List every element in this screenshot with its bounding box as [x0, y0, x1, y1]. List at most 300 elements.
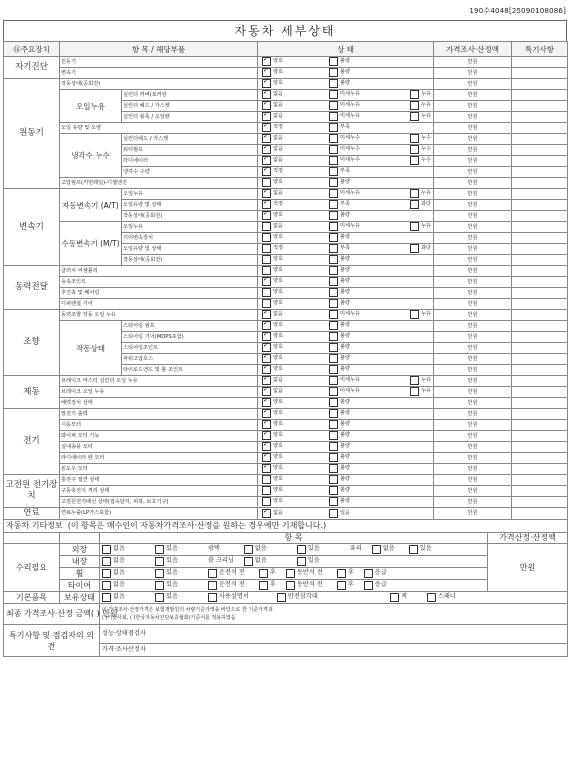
- checkbox[interactable]: [410, 134, 419, 143]
- table-row: [4, 453, 568, 464]
- option-label: 운전석 전: [218, 581, 245, 588]
- checkbox[interactable]: [262, 123, 271, 132]
- option-label: 없음: [273, 135, 284, 141]
- price-cell: 만원: [434, 387, 512, 398]
- checkbox[interactable]: [155, 581, 164, 590]
- checkbox[interactable]: [329, 497, 338, 506]
- note-cell: [512, 123, 568, 134]
- option-label: 미세누유: [340, 91, 361, 97]
- checkbox[interactable]: [262, 90, 271, 99]
- option-label: 누유: [421, 377, 432, 383]
- remarks-label: 특기사항 및 점검자의 의견: [4, 625, 100, 657]
- checkbox[interactable]: [262, 464, 271, 473]
- checkbox[interactable]: [286, 569, 295, 578]
- state-options: [258, 420, 434, 431]
- checkbox[interactable]: [262, 255, 271, 264]
- note-cell: [512, 398, 568, 409]
- option-label: 불량: [340, 322, 351, 328]
- option-label: 미세누유: [340, 190, 361, 196]
- checkbox[interactable]: [262, 57, 271, 66]
- checkbox[interactable]: [329, 431, 338, 440]
- checkbox[interactable]: [329, 244, 338, 253]
- checkbox[interactable]: [329, 288, 338, 297]
- state-options: [258, 57, 434, 68]
- checkbox[interactable]: [329, 112, 338, 121]
- item-label: 클러치 어셈블리: [60, 266, 258, 277]
- checkbox[interactable]: [208, 569, 217, 578]
- item-label: 브레이크 오일 누유: [60, 387, 258, 398]
- item-label: 작동상태(공회전): [60, 79, 258, 90]
- item-label: 오일누유: [122, 189, 258, 200]
- note-cell: [512, 222, 568, 233]
- price-cell: 만원: [434, 365, 512, 376]
- state-options: [258, 255, 434, 266]
- item-label: 연료누출(LP가스포함): [60, 508, 258, 520]
- checkbox[interactable]: [155, 545, 164, 554]
- price-cell: 만원: [434, 288, 512, 299]
- option-label: 적정: [273, 245, 284, 251]
- checkbox[interactable]: [262, 332, 271, 341]
- item-label: 스티어링조인트: [122, 343, 258, 354]
- table-row: [4, 409, 568, 420]
- checkbox[interactable]: [262, 354, 271, 363]
- option-label: 없음: [254, 557, 267, 564]
- state-options: [258, 123, 434, 134]
- checkbox[interactable]: [262, 409, 271, 418]
- checkbox[interactable]: [262, 475, 271, 484]
- option-label: 양호: [273, 465, 284, 471]
- item-label: 스티어링 펌프: [122, 321, 258, 332]
- other-info-label: 자동차 기타정보: [6, 521, 63, 530]
- item-label: 고압펌프(커먼레일)-디젤엔진: [60, 178, 258, 189]
- checkbox[interactable]: [410, 244, 419, 253]
- checkbox[interactable]: [262, 167, 271, 176]
- header-item: 항 목 / 해당부품: [60, 42, 258, 57]
- state-options: [258, 475, 434, 486]
- checkbox[interactable]: [329, 409, 338, 418]
- checkbox[interactable]: [102, 557, 111, 566]
- option-label: 없음: [113, 545, 125, 552]
- checkbox[interactable]: [329, 101, 338, 110]
- table-row: [4, 57, 568, 68]
- option-label: 누수: [421, 146, 432, 152]
- checkbox[interactable]: [410, 310, 419, 319]
- checkbox[interactable]: [329, 376, 338, 385]
- note-cell: [512, 442, 568, 453]
- item-label: 충전구 절연 상태: [60, 475, 258, 486]
- checkbox[interactable]: [329, 475, 338, 484]
- checkbox[interactable]: [410, 387, 419, 396]
- checkbox[interactable]: [329, 123, 338, 132]
- checkbox[interactable]: [102, 593, 111, 602]
- price-cell: 만원: [434, 332, 512, 343]
- checkbox[interactable]: [364, 581, 373, 590]
- checkbox[interactable]: [329, 310, 338, 319]
- option-label: 있음: [165, 557, 178, 564]
- final-price-label: [4, 604, 118, 625]
- option-label: 불량: [340, 410, 351, 416]
- option-label: 양호: [273, 355, 284, 361]
- option-label: 없음: [113, 557, 125, 564]
- checkbox[interactable]: [297, 557, 306, 566]
- section-label: 동력전달: [4, 266, 60, 310]
- checkbox[interactable]: [410, 189, 419, 198]
- checkbox[interactable]: [155, 557, 164, 566]
- option-label: 안전삼각대: [287, 593, 318, 600]
- checkbox[interactable]: [262, 376, 271, 385]
- checkbox[interactable]: [286, 581, 295, 590]
- option-label: 미세누유: [340, 102, 361, 108]
- note-cell: [512, 200, 568, 211]
- state-options: [258, 387, 434, 398]
- subgroup-label: 작동상태: [60, 321, 122, 376]
- checkbox[interactable]: [329, 266, 338, 275]
- checkbox[interactable]: [262, 387, 271, 396]
- header-main-device: ⑯주요장치: [4, 42, 60, 57]
- checkbox[interactable]: [262, 299, 271, 308]
- detail-status-form: [3, 20, 567, 657]
- checkbox[interactable]: [364, 569, 373, 578]
- note-cell: [512, 431, 568, 442]
- table-row: [4, 442, 568, 453]
- state-options: [258, 310, 434, 321]
- checkbox[interactable]: [329, 167, 338, 176]
- checkbox[interactable]: [329, 189, 338, 198]
- state-options: [258, 200, 434, 211]
- checkbox[interactable]: [259, 569, 268, 578]
- checkbox[interactable]: [410, 112, 419, 121]
- other-info-note: (이 항목은 매수인이 자동차가격조사·산정을 원하는 경우에만 기재합니다.): [67, 521, 327, 530]
- option-label: 없음: [273, 377, 284, 383]
- option-label: 불량: [340, 278, 351, 284]
- checkbox[interactable]: [262, 266, 271, 275]
- option-label: 불량: [340, 58, 351, 64]
- checkbox[interactable]: [259, 581, 268, 590]
- basic-items-status: 보유상태: [60, 592, 100, 604]
- checkbox[interactable]: [337, 569, 346, 578]
- state-options: [258, 101, 434, 112]
- checkbox[interactable]: [410, 222, 419, 231]
- section-label: 원동기: [4, 79, 60, 189]
- option-label: 동반석 전: [296, 569, 323, 576]
- checkbox[interactable]: [329, 453, 338, 462]
- checkbox[interactable]: [329, 332, 338, 341]
- state-options: [258, 233, 434, 244]
- note-cell: [512, 68, 568, 79]
- checkbox[interactable]: [297, 545, 306, 554]
- checkbox[interactable]: [329, 365, 338, 374]
- checkbox[interactable]: [410, 376, 419, 385]
- checkbox[interactable]: [262, 101, 271, 110]
- item-label: 원동기: [60, 57, 258, 68]
- checkbox[interactable]: [208, 593, 217, 602]
- state-options: [258, 299, 434, 310]
- checkbox[interactable]: [262, 486, 271, 495]
- section-label: 고전원 전기장치: [4, 475, 60, 508]
- checkbox[interactable]: [262, 509, 271, 518]
- option-label: 미세누유: [340, 223, 361, 229]
- item-label: 오일유량 및 상태: [122, 200, 258, 211]
- option-label: 부족: [340, 245, 351, 251]
- checkbox[interactable]: [410, 156, 419, 165]
- checkbox[interactable]: [262, 156, 271, 165]
- table-row: [4, 310, 568, 321]
- table-row: [4, 376, 568, 387]
- checkbox[interactable]: [262, 178, 271, 187]
- item-label: 실린더 커버(로커암: [122, 90, 258, 101]
- item-label: 오일 유량 및 오염: [60, 123, 258, 134]
- state-options: [258, 145, 434, 156]
- checkbox[interactable]: [329, 321, 338, 330]
- state-options: [258, 156, 434, 167]
- checkbox[interactable]: [337, 581, 346, 590]
- table-row: [4, 79, 568, 90]
- option-label: 양호: [273, 179, 284, 185]
- price-cell: 만원: [434, 79, 512, 90]
- checkbox[interactable]: [262, 431, 271, 440]
- checkbox[interactable]: [155, 593, 164, 602]
- checkbox[interactable]: [329, 233, 338, 242]
- checkbox[interactable]: [262, 310, 271, 319]
- price-cell: 만원: [434, 376, 512, 387]
- state-options: [258, 332, 434, 343]
- note-cell: [512, 57, 568, 68]
- table-row: [4, 508, 568, 520]
- item-label: 실린더 블록 / 오일팬: [122, 112, 258, 123]
- checkbox[interactable]: [410, 101, 419, 110]
- price-cell: 만원: [434, 167, 512, 178]
- checkbox[interactable]: [329, 277, 338, 286]
- checkbox[interactable]: [262, 222, 271, 231]
- option-label: 응급: [374, 581, 387, 588]
- option-label: 불량: [340, 421, 351, 427]
- checkbox[interactable]: [262, 211, 271, 220]
- checkbox[interactable]: [262, 200, 271, 209]
- option-label: 불량: [340, 212, 351, 218]
- document-number: 190수4048[25090108086]: [469, 7, 566, 15]
- checkbox[interactable]: [262, 442, 271, 451]
- checkbox[interactable]: [390, 593, 399, 602]
- checkbox[interactable]: [277, 593, 286, 602]
- note-cell: [512, 156, 568, 167]
- checkbox[interactable]: [262, 68, 271, 77]
- note-cell: [512, 464, 568, 475]
- option-label: 후: [269, 569, 276, 576]
- option-label: 적정: [273, 168, 284, 174]
- checkbox[interactable]: [262, 79, 271, 88]
- table-row: [4, 398, 568, 409]
- checkbox[interactable]: [329, 299, 338, 308]
- checkbox[interactable]: [329, 442, 338, 451]
- price-cell: 만원: [434, 475, 512, 486]
- checkbox[interactable]: [372, 545, 381, 554]
- option-label: 없음: [113, 581, 125, 588]
- option-label: 양호: [273, 432, 284, 438]
- option-label: 불량: [340, 476, 351, 482]
- checkbox[interactable]: [329, 156, 338, 165]
- option-label: 양호: [273, 80, 284, 86]
- checkbox[interactable]: [262, 497, 271, 506]
- table-row: [4, 299, 568, 310]
- state-options: [258, 189, 434, 200]
- table-row: [4, 497, 568, 508]
- item-label: 와이퍼 모터 기능: [60, 431, 258, 442]
- item-label: 라디에이터 팬 모터: [60, 453, 258, 464]
- final-price-text: 최종 가격조사·산정 금액( ) 만원: [6, 609, 118, 618]
- checkbox[interactable]: [329, 486, 338, 495]
- option-label: 불량: [340, 179, 351, 185]
- option-label: 동반석 전: [296, 581, 323, 588]
- checkbox[interactable]: [102, 569, 111, 578]
- checkbox[interactable]: [262, 145, 271, 154]
- checkbox[interactable]: [262, 343, 271, 352]
- table-row: [4, 431, 568, 442]
- checkbox[interactable]: [329, 79, 338, 88]
- checkbox[interactable]: [262, 189, 271, 198]
- basic-items-options: [100, 592, 568, 604]
- state-options: [258, 365, 434, 376]
- item-label: 냉각수 수량: [122, 167, 258, 178]
- option-label: 양호: [273, 322, 284, 328]
- option-label: 미세누유: [340, 377, 361, 383]
- checkbox[interactable]: [329, 354, 338, 363]
- checkbox[interactable]: [329, 178, 338, 187]
- checkbox[interactable]: [262, 277, 271, 286]
- option-label: 불량: [340, 443, 351, 449]
- option-label: 과다: [421, 245, 432, 251]
- option-label: 있음: [165, 569, 178, 576]
- checkbox[interactable]: [208, 581, 217, 590]
- state-options: [258, 211, 434, 222]
- checkbox[interactable]: [410, 200, 419, 209]
- price-cell: 만원: [434, 112, 512, 123]
- option-label: 미세누유: [340, 388, 361, 394]
- price-cell: 만원: [434, 453, 512, 464]
- note-cell: [512, 288, 568, 299]
- option-label: 양호: [273, 58, 284, 64]
- option-label: 불량: [340, 366, 351, 372]
- option-label: 없음: [273, 91, 284, 97]
- option-label: 불량: [340, 300, 351, 306]
- table-row: [4, 420, 568, 431]
- checkbox[interactable]: [244, 545, 253, 554]
- option-label: 불량: [340, 432, 351, 438]
- table-row: [4, 321, 568, 332]
- checkbox[interactable]: [244, 557, 253, 566]
- item-label: 윈도우 모터: [60, 464, 258, 475]
- state-options: [258, 508, 434, 520]
- checkbox[interactable]: [409, 545, 418, 554]
- option-label: 양호: [273, 454, 284, 460]
- checkbox[interactable]: [329, 464, 338, 473]
- price-cell: 만원: [434, 134, 512, 145]
- subgroup-label: 자동변속기 (A/T): [60, 189, 122, 222]
- table-row: [4, 189, 568, 200]
- checkbox[interactable]: [329, 90, 338, 99]
- checkbox[interactable]: [102, 581, 111, 590]
- section-label: 전기: [4, 409, 60, 475]
- price-cell: 만원: [434, 233, 512, 244]
- option-label: 양호: [273, 421, 284, 427]
- note-cell: [512, 90, 568, 101]
- checkbox[interactable]: [329, 509, 338, 518]
- option-label: 없음: [254, 545, 267, 552]
- checkbox[interactable]: [329, 398, 338, 407]
- state-options: [258, 222, 434, 233]
- option-label: 양호: [273, 300, 284, 306]
- state-options: [258, 354, 434, 365]
- option-label: 누유: [421, 102, 432, 108]
- checkbox[interactable]: [329, 200, 338, 209]
- item-label: 스티어링 기어(MDPS포함): [122, 332, 258, 343]
- checkbox[interactable]: [329, 211, 338, 220]
- checkbox[interactable]: [329, 420, 338, 429]
- option-label: 스패너: [437, 593, 456, 600]
- price-cell: 만원: [434, 178, 512, 189]
- checkbox[interactable]: [262, 420, 271, 429]
- item-label: 라디에이터: [122, 156, 258, 167]
- checkbox[interactable]: [329, 57, 338, 66]
- checkbox[interactable]: [410, 90, 419, 99]
- checkbox[interactable]: [329, 387, 338, 396]
- price-cell: 만원: [434, 277, 512, 288]
- checkbox[interactable]: [262, 233, 271, 242]
- checkbox[interactable]: [262, 112, 271, 121]
- repair-exterior: 외장: [60, 544, 100, 556]
- item-label: 시동모터: [60, 420, 258, 431]
- item-label: 디퍼렌셜 기어: [60, 299, 258, 310]
- other-info-table: [3, 519, 568, 657]
- table-row: [4, 464, 568, 475]
- table-row: [4, 134, 568, 145]
- item-label: 작동상태(공회전): [122, 255, 258, 266]
- checkbox[interactable]: [329, 222, 338, 231]
- checkbox[interactable]: [329, 343, 338, 352]
- note-cell: [512, 101, 568, 112]
- checkbox[interactable]: [155, 569, 164, 578]
- option-label: 사용설명서: [218, 593, 249, 600]
- price-cell: 만원: [434, 123, 512, 134]
- checkbox[interactable]: [262, 321, 271, 330]
- checkbox[interactable]: [262, 288, 271, 297]
- item-label: 추진축 및 베어링: [60, 288, 258, 299]
- option-label: 있음: [307, 557, 320, 564]
- price-cell: 만원: [434, 156, 512, 167]
- table-row: [4, 277, 568, 288]
- price-cell: 만원: [434, 321, 512, 332]
- checkbox[interactable]: [329, 255, 338, 264]
- price-cell: 만원: [434, 189, 512, 200]
- note-cell: [512, 508, 568, 520]
- checkbox[interactable]: [102, 545, 111, 554]
- checkbox[interactable]: [262, 134, 271, 143]
- checkbox[interactable]: [427, 593, 436, 602]
- checkbox[interactable]: [262, 365, 271, 374]
- checkbox[interactable]: [329, 68, 338, 77]
- price-cell: 만원: [434, 486, 512, 497]
- option-label: 누유: [421, 223, 432, 229]
- checkbox[interactable]: [262, 398, 271, 407]
- checkbox[interactable]: [262, 453, 271, 462]
- option-label: 있음: [165, 581, 178, 588]
- checkbox[interactable]: [410, 145, 419, 154]
- option-label: 잭: [400, 593, 407, 600]
- checkbox[interactable]: [329, 145, 338, 154]
- checkbox[interactable]: [329, 134, 338, 143]
- checkbox[interactable]: [262, 244, 271, 253]
- section-label: 변속기: [4, 189, 60, 266]
- option-label: 없음: [273, 157, 284, 163]
